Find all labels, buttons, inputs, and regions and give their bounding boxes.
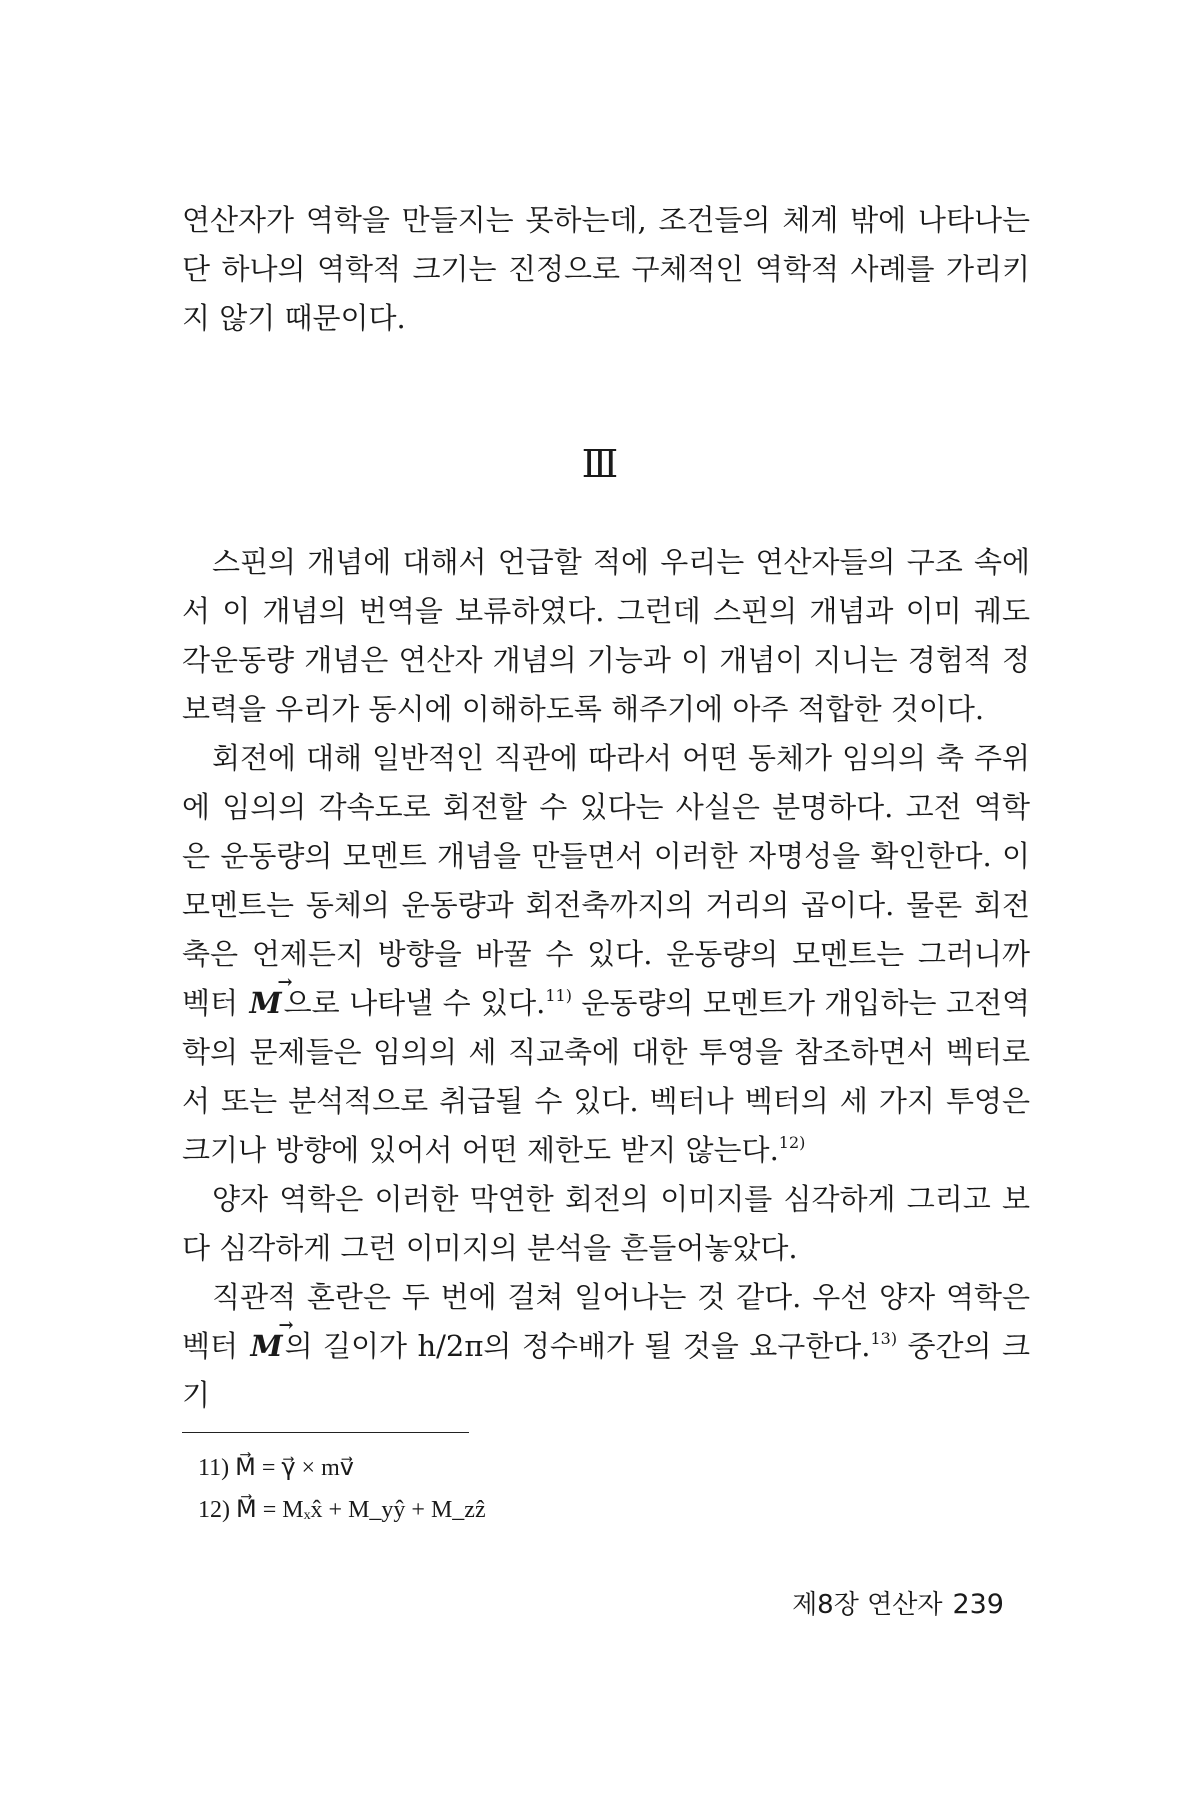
body-text-block <box>182 538 1030 1420</box>
vector-arrow-icon: → <box>277 972 293 993</box>
paragraph-2-text-c: 운동량의 모멘트가 개입하는 고전역학의 문제들은 임의의 세 직교축에 대한 투영을 참조하면서 벡터로서 또는 분석적으로 취급될 수 있다. 벡터나 벡터의 세 가지 투영은 크기나 방향에 있어서 어떤 제한도 받지 않는다. <box>182 986 1030 1167</box>
page-number: 239 <box>952 1589 1004 1620</box>
vector-m-symbol <box>248 1315 294 1363</box>
vector-m-letter: M <box>250 1329 283 1363</box>
paragraph-2-text-a: 회전에 대해 일반적인 직관에 따라서 어떤 동체가 임의의 축 주위에 임의의 각속도로 회전할 수 있다는 사실은 분명하다. 고전 역학은 운동량의 모멘트 개념을 만들면서 이러한 자명성을 확인한다. 이 모멘트는 동체의 운동량과 회전축까지의 거리의 곱이다. 물론 회전축은 언제든지 방향을 바꿀 수 있다. 운동량의 모멘트는 그러니까 벡터 <box>182 741 1030 1020</box>
footnote-number: 11) <box>198 1455 230 1481</box>
footnote-number: 12) <box>198 1497 230 1523</box>
footnote-12 <box>198 1494 486 1526</box>
footnote-divider <box>182 1432 469 1433</box>
intro-text-block <box>182 196 1030 343</box>
footnote-ref-12[interactable]: 12) <box>778 1133 806 1152</box>
body-paragraph-3: 양자 역학은 이러한 막연한 회전의 이미지를 심각하게 그리고 보다 심각하게 그런 이미지의 분석을 흔들어놓았다. <box>182 1182 1030 1265</box>
footnote-ref-11[interactable]: 11) <box>545 986 572 1005</box>
body-paragraph-4 <box>182 1273 1030 1420</box>
paragraph-4-text-b: 의 길이가 h/2π의 정수배가 될 것을 요구한다. <box>284 1329 871 1363</box>
footnote-ref-13[interactable]: 13) <box>870 1329 898 1348</box>
footnote-formula: M⃗ = Mₓx̂ + M_yŷ + M_zẑ <box>236 1497 486 1523</box>
vector-m-letter: M <box>249 986 282 1020</box>
body-paragraph-2 <box>182 734 1030 1175</box>
paragraph-4-text-a: 직관적 혼란은 두 번에 걸쳐 일어나는 것 같다. 우선 양자 역학은 벡터 <box>182 1280 1030 1363</box>
chapter-title: 제8장 연산자 <box>792 1590 943 1620</box>
intro-paragraph: 연산자가 역학을 만들지는 못하는데, 조건들의 체계 밖에 나타나는 단 하나의 역학적 크기는 진정으로 구체적인 역학적 사례를 가리키지 않기 때문이다. <box>182 203 1030 335</box>
vector-arrow-icon: → <box>278 1315 294 1336</box>
footnote-formula: M⃗ = γ⃗ × mv⃗ <box>235 1455 354 1481</box>
vector-m-symbol <box>248 972 293 1020</box>
paragraph-2-text-b: 으로 나타낼 수 있다. <box>283 986 546 1020</box>
body-paragraph-1: 스핀의 개념에 대해서 언급할 적에 우리는 연산자들의 구조 속에서 이 개념의 번역을 보류하였다. 그런데 스핀의 개념과 이미 궤도각운동량 개념은 연산자 개념의 기능과 이 개념이 지니는 경험적 정보력을 우리가 동시에 이해하도록 해주기에 아주 적합한 것이다. <box>182 545 1030 726</box>
section-heading: Ⅲ <box>581 444 619 486</box>
footnote-11 <box>198 1452 354 1484</box>
running-footer <box>792 1588 1004 1622</box>
paragraph-4-text-c: 중간의 크기 <box>182 1329 1030 1412</box>
